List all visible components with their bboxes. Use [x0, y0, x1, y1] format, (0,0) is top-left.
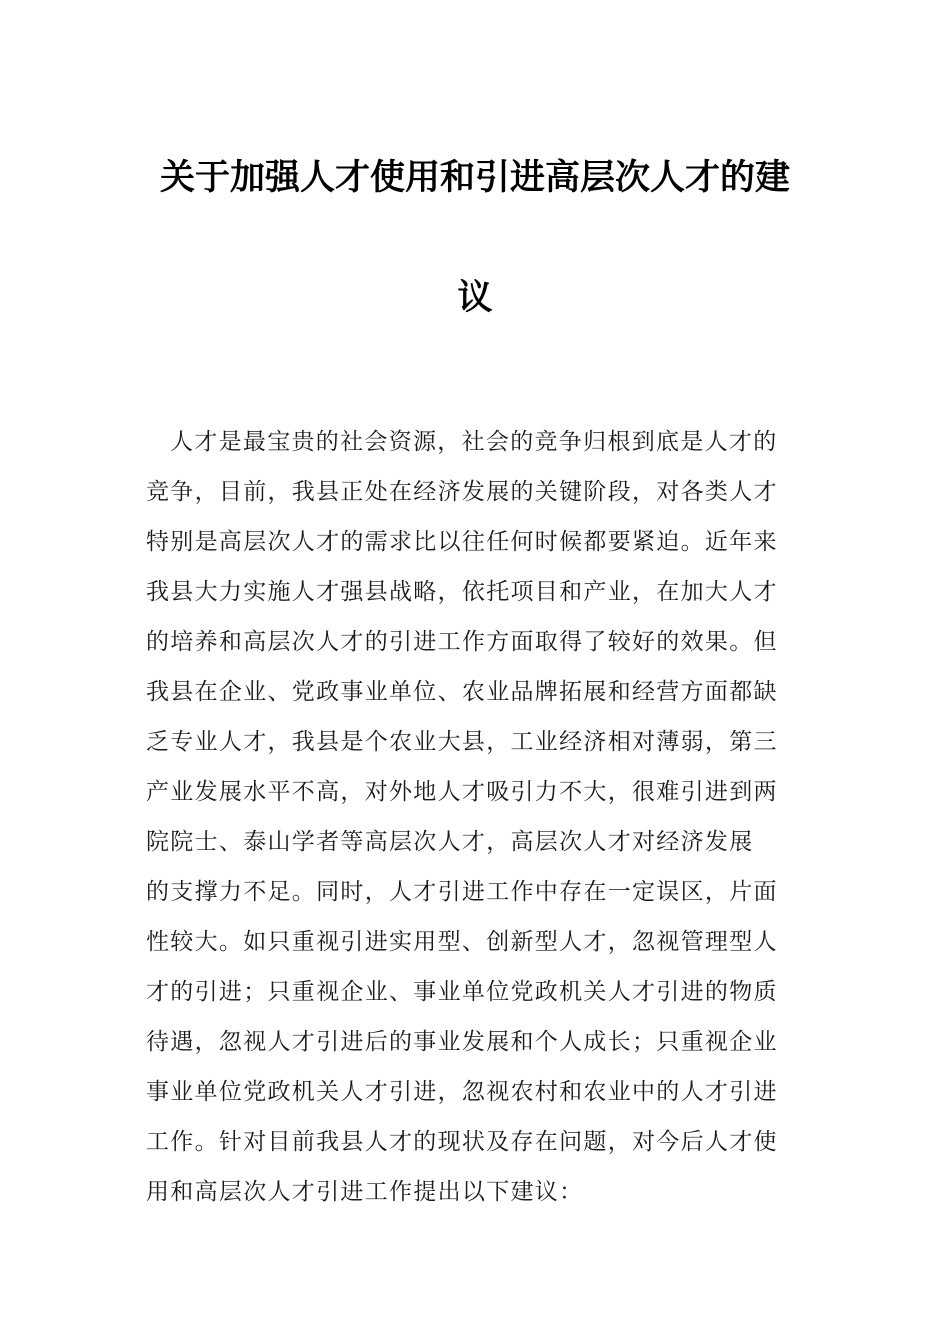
paragraph-line: 事业单位党政机关人才引进，忽视农村和农业中的人才引进	[146, 1079, 778, 1105]
body-paragraph	[146, 417, 812, 1217]
paragraph-line: 产业发展水平不高，对外地人才吸引力不大，很难引进到两	[146, 779, 778, 805]
paragraph-line: 人才是最宝贵的社会资源，社会的竞争归根到底是人才的	[170, 429, 778, 455]
document-title-line-1: 关于加强人才使用和引进高层次人才的建	[159, 158, 790, 198]
document-title-line-2: 议	[457, 278, 493, 318]
paragraph-line: 性较大。如只重视引进实用型、创新型人才，忽视管理型人	[146, 929, 778, 955]
paragraph-line: 用和高层次人才引进工作提出以下建议：	[146, 1179, 584, 1205]
paragraph-line: 待遇，忽视人才引进后的事业发展和个人成长；只重视企业	[146, 1029, 778, 1055]
paragraph-line: 的支撑力不足。同时，人才引进工作中存在一定误区，片面	[146, 879, 778, 905]
paragraph-line: 院院士、泰山学者等高层次人才，高层次人才对经济发展	[146, 829, 754, 855]
paragraph-line: 竞争，目前，我县正处在经济发展的关键阶段，对各类人才	[146, 479, 778, 505]
paragraph-line: 才的引进；只重视企业、事业单位党政机关人才引进的物质	[146, 979, 778, 1005]
paragraph-line: 我县大力实施人才强县战略，依托项目和产业，在加大人才	[146, 579, 778, 605]
paragraph-line: 乏专业人才，我县是个农业大县，工业经济相对薄弱，第三	[146, 729, 778, 755]
paragraph-line: 工作。针对目前我县人才的现状及存在问题，对今后人才使	[146, 1129, 778, 1155]
paragraph-line: 的培养和高层次人才的引进工作方面取得了较好的效果。但	[146, 629, 778, 655]
paragraph-line: 我县在企业、党政事业单位、农业品牌拓展和经营方面都缺	[146, 679, 778, 705]
paragraph-line: 特别是高层次人才的需求比以往任何时候都要紧迫。近年来	[146, 529, 778, 555]
